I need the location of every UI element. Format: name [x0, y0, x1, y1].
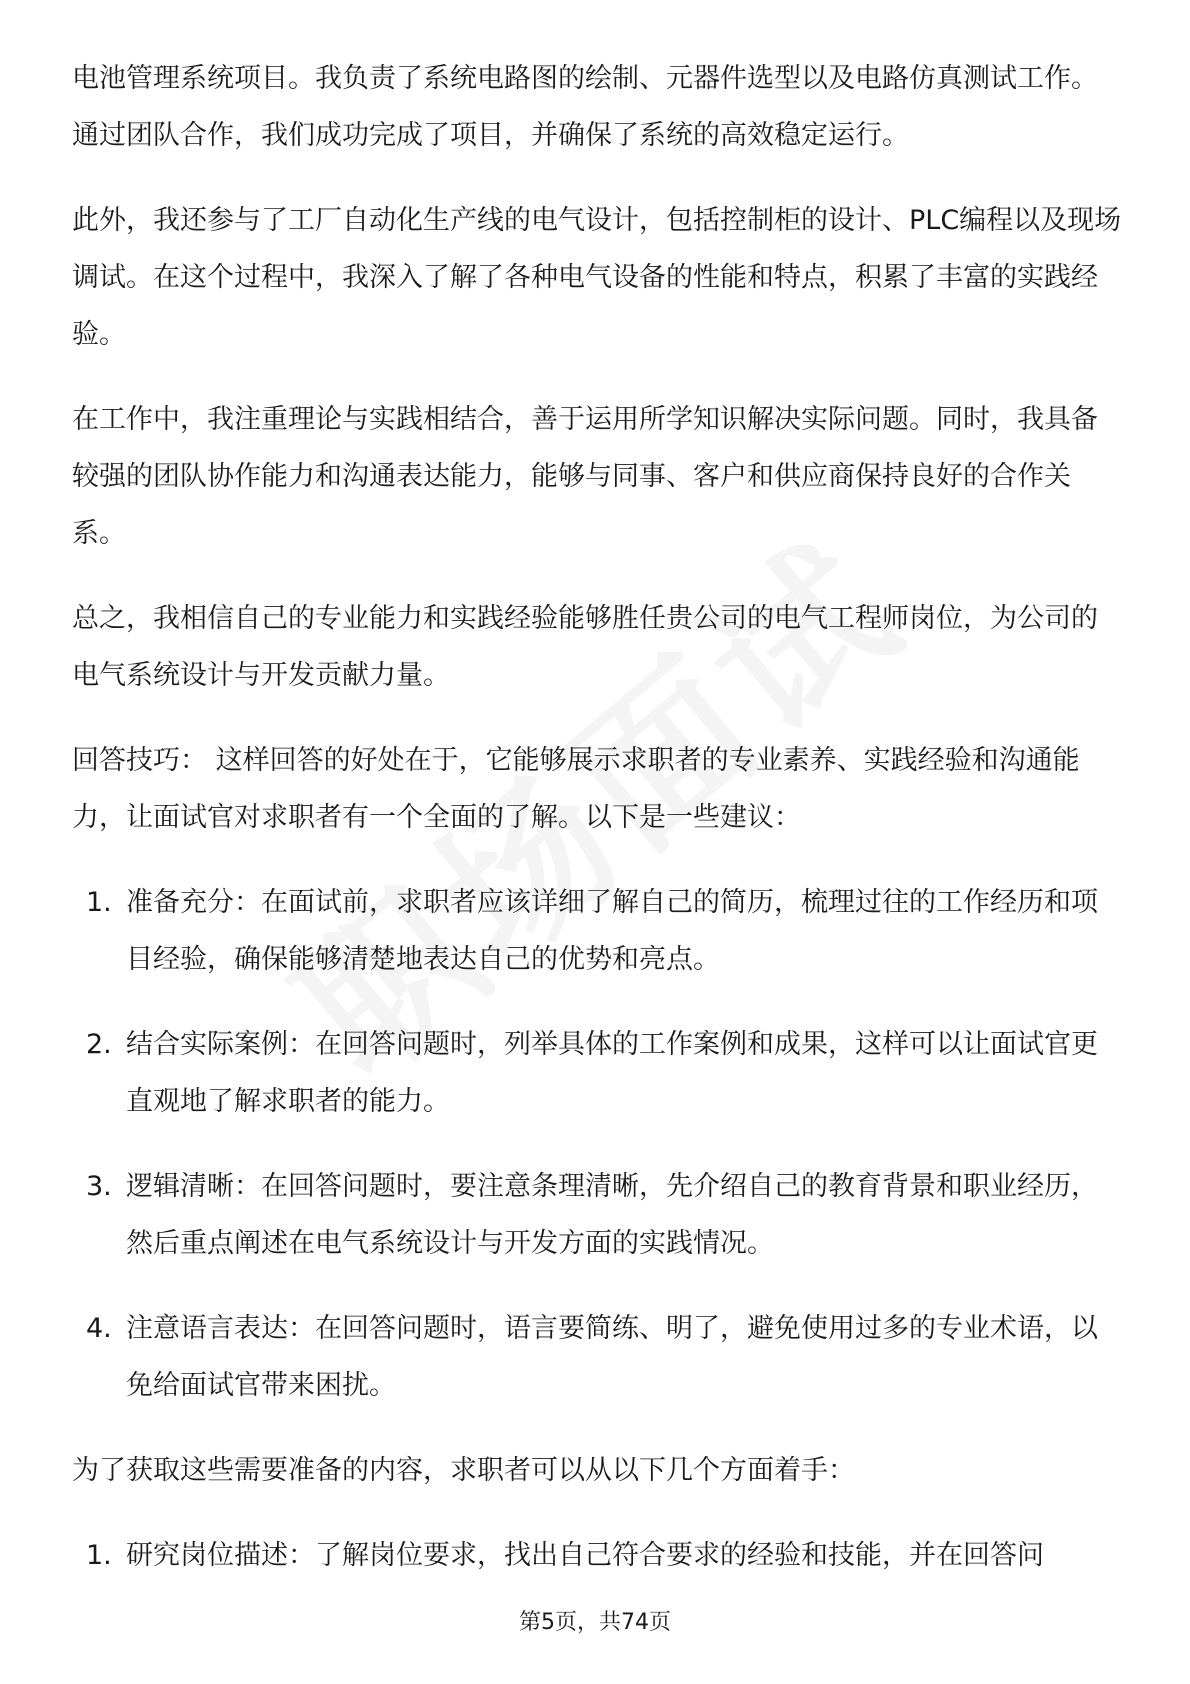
list-item-text: 注意语言表达：在回答问题时，语言要简练、明了，避免使用过多的专业术语，以免给面试官带来困扰。: [126, 1313, 1098, 1401]
paragraph-prep-intro: 为了获取这些需要准备的内容，求职者可以从以下几个方面着手：: [72, 1455, 855, 1486]
paragraph-automation: 此外，我还参与了工厂自动化生产线的电气设计，包括控制柜的设计、PLC编程以及现场调试。在这个过程中，我深入了解了各种电气设备的性能和特点，积累了丰富的实践经验。: [72, 205, 1122, 350]
prep-list: [72, 1527, 1122, 1584]
list-item-text: 结合实际案例：在回答问题时，列举具体的工作案例和成果，这样可以让面试官更直观地了解求职者的能力。: [126, 1029, 1098, 1117]
paragraph-summary: 总之，我相信自己的专业能力和实践经验能够胜任贵公司的电气工程师岗位，为公司的电气系统设计与开发贡献力量。: [72, 603, 1098, 691]
list-item: [72, 1158, 1122, 1272]
tips-list: [72, 874, 1122, 1414]
paragraph-answer-tips: 回答技巧： 这样回答的好处在于，它能够展示求职者的专业素养、实践经验和沟通能力，让面试官对求职者有一个全面的了解。以下是一些建议：: [72, 745, 1080, 833]
list-item-number: 1.: [86, 887, 112, 918]
list-item: [72, 1016, 1122, 1130]
list-item-text: 研究岗位描述：了解岗位要求，找出自己符合要求的经验和技能，并在回答问: [126, 1540, 1044, 1571]
list-item-number: 4.: [86, 1313, 112, 1344]
paragraph-teamwork: 在工作中，我注重理论与实践相结合，善于运用所学知识解决实际问题。同时，我具备较强的团队协作能力和沟通表达能力，能够与同事、客户和供应商保持良好的合作关系。: [72, 404, 1098, 549]
paragraph-project: 电池管理系统项目。我负责了系统电路图的绘制、元器件选型以及电路仿真测试工作。通过团队合作，我们成功完成了项目，并确保了系统的高效稳定运行。: [72, 63, 1098, 151]
page-footer: 第5页，共74页: [519, 1610, 671, 1635]
list-item: [72, 1527, 1122, 1584]
list-item-number: 2.: [86, 1029, 112, 1060]
list-item-text: 逻辑清晰：在回答问题时，要注意条理清晰，先介绍自己的教育背景和职业经历，然后重点阐述在电气系统设计与开发方面的实践情况。: [126, 1171, 1098, 1259]
list-item: [72, 874, 1122, 988]
list-item-text: 准备充分：在面试前，求职者应该详细了解自己的简历，梳理过往的工作经历和项目经验，确保能够清楚地表达自己的优势和亮点。: [126, 887, 1098, 975]
list-item-number: 3.: [86, 1171, 112, 1202]
list-item-number: 1.: [86, 1540, 112, 1571]
list-item: [72, 1300, 1122, 1414]
document-content: [72, 50, 1122, 1612]
